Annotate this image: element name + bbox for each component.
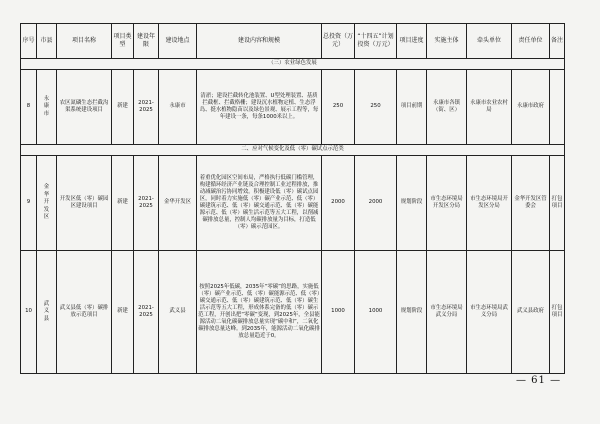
row-name: 农区氮磷生态拦截沟渠系统建设项目 [57,70,112,145]
row-content: 清淤；建设拦截转化池装置、U型处理装置、基质拦截框、拦截格栅；建设沉水植物定植、生态浮岛、挺水植物隐苗以及绿色景观、展示工程等，每年建设一条，每条1000米以上。 [197,70,322,145]
row-progress: 规划阶段 [397,251,427,374]
row-entity: 市生态环境局开发区分局 [427,156,467,251]
section-row [21,145,565,156]
header-resp: 责任单位 [512,24,550,59]
row-plan: 250 [355,70,397,145]
table-row [21,156,565,251]
table-row [21,70,565,145]
header-note: 备注 [550,24,565,59]
row-entity: 永康市各镇（街、区） [427,70,467,145]
row-plan: 2000 [355,156,397,251]
row-note: 打包项目 [550,156,565,251]
section-title: 二、应对气候变化及低（零）碳试点示范类 [21,145,565,156]
row-location: 永康市 [159,70,197,145]
section-title: （三）农业绿色发展 [21,59,565,70]
header-years: 建设年限 [134,24,159,59]
county-char: 永 [43,95,50,102]
county-char: 金 [43,184,50,191]
header-plan: “十四五”计划投资（万元） [355,24,397,59]
county-char: 康 [43,103,50,110]
row-note [550,70,565,145]
row-plan: 1000 [355,251,397,374]
row-location: 金华开发区 [159,156,197,251]
county-char: 华 [43,191,50,198]
header-no: 序号 [21,24,37,59]
row-type: 新建 [112,251,134,374]
row-location: 武义县 [159,251,197,374]
table-row [21,251,565,374]
row-no: 8 [21,70,37,145]
row-lead: 永康市农业农村局 [467,70,512,145]
row-name: 开发区低（零）碳园区建设项目 [57,156,112,251]
row-content: 按照2025年低碳，2035年“零碳”的思路，实施低（零）碳产业示范、低（零）碳能源示范、低（零）碳交通示范、低（零）碳建筑示范、低（零）碳生活示范等五大工程，形成体系完备的低（零）碳示范工程，开创出把“零碳”变现，到2025年，全县能源活动二氧化碳碳排放总量实现“碳中和”，二氧化碳排放总量达峰。到2035年，能源活动二氧化碳排放总量趋近于0。 [197,251,322,374]
header-total: 总投资（万元） [322,24,355,59]
row-content: 着重优化园区空间布局，严格执行低碳门槛管理，构建循环经济产业链及合理控制工业过程排放，推动减碳治污协同增效。积极建设低（零）碳试点园区，同时着力实施低（零）碳产业示范、低（零）碳建筑示范、低（零）碳交通示范、低（零）碳能源示范、低（零）碳生活示范等五大工程，以削减碳排放总量，控制人均碳排放量为目标，打造低（零）碳示范园区。 [197,156,322,251]
header-county: 市县 [37,24,57,59]
page-number: — 61 — [516,375,562,386]
row-name: 武义县低（零）碳排放示范项目 [57,251,112,374]
county-char: 发 [43,206,50,213]
row-total: 2000 [322,156,355,251]
row-progress: 项目前期 [397,70,427,145]
county-char: 义 [43,308,50,315]
row-note: 打包项目 [550,251,565,374]
row-type: 新建 [112,156,134,251]
row-lead: 市生态环境局武义分局 [467,251,512,374]
header-location: 建设地点 [159,24,197,59]
county-char: 市 [43,110,50,117]
project-table [20,23,565,374]
row-years: 2021-2025 [134,156,159,251]
header-progress: 项目进度 [397,24,427,59]
row-entity: 市生态环境局武义分局 [427,251,467,374]
county-char: 武 [43,300,50,307]
section-row [21,59,565,70]
county-char: 县 [43,315,50,322]
row-no: 10 [21,251,37,374]
row-years: 2021-2025 [134,251,159,374]
county-char: 开 [43,199,50,206]
row-years: 2021-2025 [134,70,159,145]
row-no: 9 [21,156,37,251]
row-lead: 市生态环境局开发区分局 [467,156,512,251]
header-entity: 实施主体 [427,24,467,59]
row-county [37,70,57,145]
row-total: 1000 [322,251,355,374]
row-county [37,251,57,374]
county-char: 区 [43,214,50,221]
row-resp: 永康市政府 [512,70,550,145]
header-row [21,24,565,59]
row-county [37,156,57,251]
row-progress: 规划阶段 [397,156,427,251]
row-type: 新建 [112,70,134,145]
row-resp: 武义县政府 [512,251,550,374]
header-lead: 牵头单位 [467,24,512,59]
row-resp: 金华开发区管委会 [512,156,550,251]
row-total: 250 [322,70,355,145]
header-type: 项目类型 [112,24,134,59]
header-name: 项目名称 [57,24,112,59]
header-content: 建设内容和规模 [197,24,322,59]
